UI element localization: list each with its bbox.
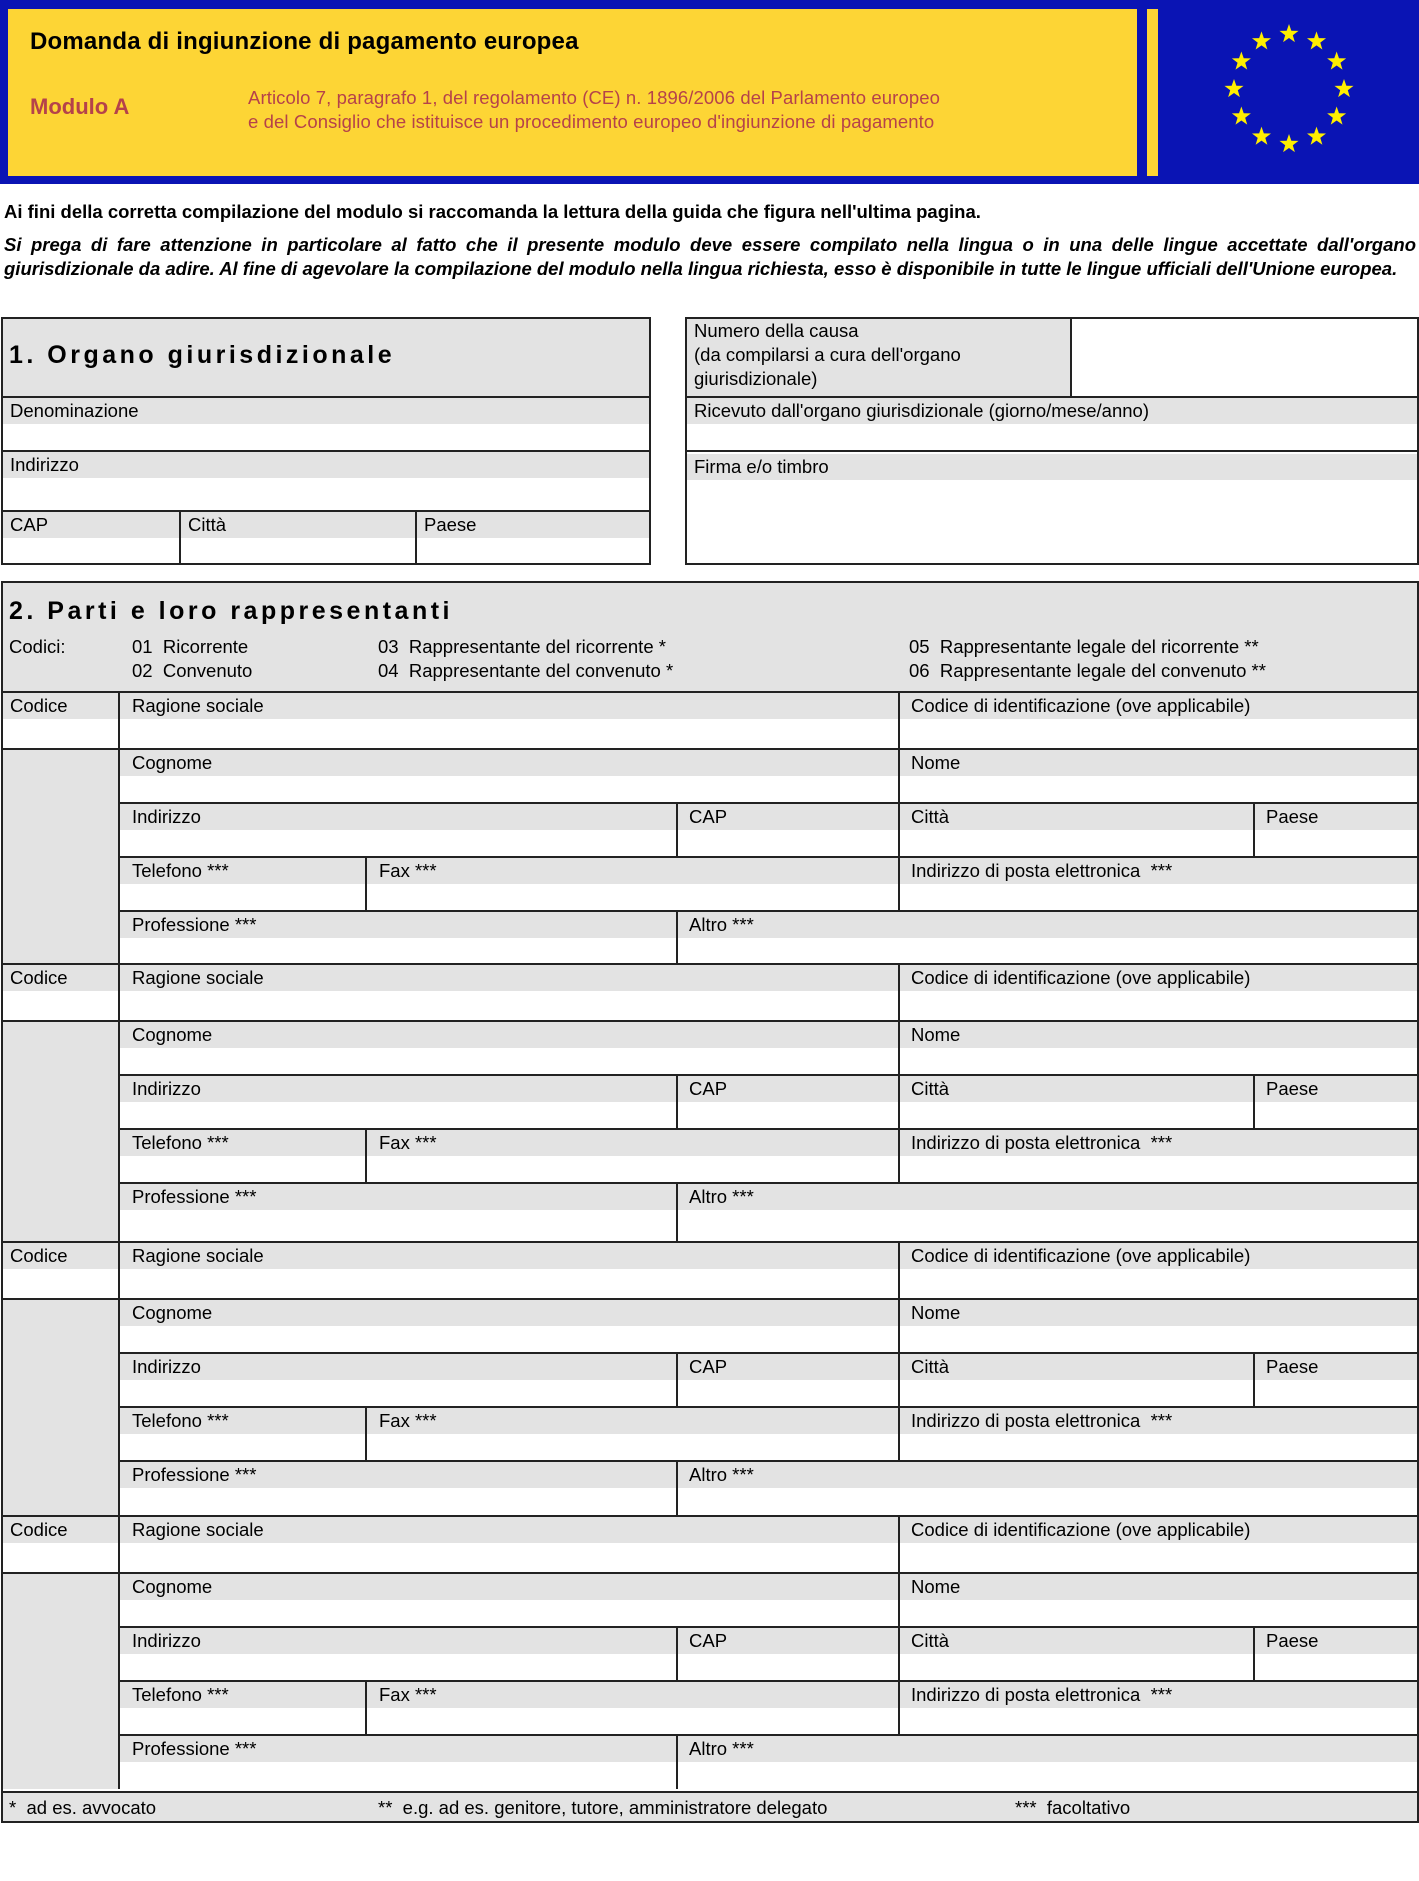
party-firstname-field[interactable] — [900, 1049, 1417, 1074]
party-other-cell — [678, 912, 1417, 963]
party-country-field[interactable] — [1255, 1655, 1417, 1680]
party-cap-cell — [678, 804, 898, 856]
party-id-code-field[interactable] — [900, 992, 1417, 1020]
party-profession-cell — [120, 1736, 676, 1789]
party-code-spacer — [3, 1574, 118, 1789]
party-country-field[interactable] — [1255, 831, 1417, 856]
form-title: Domanda di ingiunzione di pagamento europea — [30, 28, 579, 55]
party-address-field[interactable] — [120, 1655, 676, 1680]
party-email-label: Indirizzo di posta elettronica *** — [900, 1682, 1417, 1708]
code-03: 03 Rappresentante del ricorrente * — [378, 636, 666, 657]
party-code-label: Codice — [3, 1517, 118, 1543]
party-id-code-cell — [900, 693, 1417, 748]
signature-cell — [687, 452, 1417, 563]
header-stripe — [1147, 9, 1158, 176]
party-phone-label: Telefono *** — [120, 858, 365, 884]
party-phone-field[interactable] — [120, 1435, 365, 1460]
party-firstname-cell — [900, 1022, 1417, 1074]
party-profession-cell — [120, 1462, 676, 1515]
party-cap-field[interactable] — [678, 1381, 898, 1406]
party-phone-cell — [120, 1130, 365, 1182]
party-firstname-label: Nome — [900, 1022, 1417, 1048]
court-country-label: Paese — [417, 512, 649, 538]
party-country-label: Paese — [1255, 1076, 1417, 1102]
party-phone-field[interactable] — [120, 1709, 365, 1734]
court-cap-cell — [3, 512, 179, 563]
party-city-field[interactable] — [900, 1381, 1253, 1406]
party-block-4 — [3, 1517, 1417, 1789]
party-other-field[interactable] — [678, 939, 1417, 963]
party-code-cell — [3, 693, 118, 748]
party-firstname-cell — [900, 750, 1417, 802]
party-id-code-cell — [900, 1243, 1417, 1298]
party-fax-field[interactable] — [367, 1709, 898, 1734]
party-fax-field[interactable] — [367, 1157, 898, 1182]
court-address-field[interactable] — [3, 479, 649, 510]
legal-reference-line-1: Articolo 7, paragrafo 1, del regolamento (CE) n. 1896/2006 del Parlamento europeo — [248, 87, 940, 108]
signature-field[interactable] — [687, 481, 1417, 563]
party-surname-cell — [120, 1574, 898, 1626]
party-firstname-label: Nome — [900, 1574, 1417, 1600]
party-company-field[interactable] — [120, 1270, 898, 1298]
party-email-field[interactable] — [900, 1709, 1417, 1734]
party-profession-field[interactable] — [120, 1489, 676, 1515]
party-surname-cell — [120, 1300, 898, 1352]
footnote-1: * ad es. avvocato — [9, 1797, 157, 1818]
party-company-cell — [120, 693, 898, 748]
footnote-2: ** e.g. ad es. genitore, tutore, amministratore delegato — [378, 1797, 828, 1818]
party-fax-cell — [367, 1408, 898, 1460]
party-city-field[interactable] — [900, 831, 1253, 856]
party-phone-cell — [120, 1408, 365, 1460]
party-code-field[interactable] — [3, 992, 118, 1020]
party-cap-field[interactable] — [678, 1103, 898, 1128]
party-company-field[interactable] — [120, 720, 898, 748]
party-surname-field[interactable] — [120, 777, 898, 802]
party-firstname-label: Nome — [900, 750, 1417, 776]
party-surname-field[interactable] — [120, 1049, 898, 1074]
party-code-field[interactable] — [3, 720, 118, 748]
party-company-cell — [120, 965, 898, 1020]
section-parties-header — [3, 583, 1417, 691]
party-address-label: Indirizzo — [120, 1628, 676, 1654]
party-email-cell — [900, 858, 1417, 910]
party-address-label: Indirizzo — [120, 1354, 676, 1380]
party-code-field[interactable] — [3, 1270, 118, 1298]
party-code-label: Codice — [3, 965, 118, 991]
party-firstname-field[interactable] — [900, 1601, 1417, 1626]
party-address-label: Indirizzo — [120, 804, 676, 830]
case-number-field[interactable] — [1072, 319, 1417, 396]
party-city-cell — [900, 1628, 1253, 1680]
party-address-field[interactable] — [120, 1103, 676, 1128]
party-fax-label: Fax *** — [367, 1408, 898, 1434]
party-email-cell — [900, 1682, 1417, 1734]
party-email-field[interactable] — [900, 885, 1417, 910]
party-profession-field[interactable] — [120, 1763, 676, 1789]
party-country-cell — [1255, 1628, 1417, 1680]
party-block-2 — [3, 965, 1417, 1241]
party-phone-field[interactable] — [120, 885, 365, 910]
party-id-code-label: Codice di identificazione (ove applicabile) — [900, 1243, 1417, 1269]
code-06: 06 Rappresentante legale del convenuto ** — [909, 660, 1266, 681]
party-country-cell — [1255, 1354, 1417, 1406]
party-firstname-label: Nome — [900, 1300, 1417, 1326]
party-city-label: Città — [900, 1076, 1253, 1102]
code-04: 04 Rappresentante del convenuto * — [378, 660, 674, 681]
case-number-label-line-1: Numero della causa — [694, 320, 859, 341]
party-surname-field[interactable] — [120, 1327, 898, 1352]
party-firstname-field[interactable] — [900, 777, 1417, 802]
party-email-label: Indirizzo di posta elettronica *** — [900, 858, 1417, 884]
party-phone-label: Telefono *** — [120, 1130, 365, 1156]
party-surname-label: Cognome — [120, 1300, 898, 1326]
case-number-label-cell — [687, 319, 1070, 396]
court-city-label: Città — [181, 512, 415, 538]
court-use-box — [685, 317, 1419, 565]
party-cap-field[interactable] — [678, 1655, 898, 1680]
party-id-code-field[interactable] — [900, 720, 1417, 748]
party-id-code-field[interactable] — [900, 1270, 1417, 1298]
party-phone-field[interactable] — [120, 1157, 365, 1182]
party-fax-cell — [367, 1682, 898, 1734]
intro-language-note: Si prega di fare attenzione in particolare al fatto che il presente modulo deve essere compilato nella lingua o in una delle lingue accettate dall'organo giurisdizionale da adire. Al fine di agevolare la compilazione del modulo nella lingua richiesta, esso è disponibile in tutte le lingue ufficiali dell'Unione europea. — [4, 234, 1416, 279]
codes-legend-col-1 — [132, 635, 252, 683]
party-email-label: Indirizzo di posta elettronica *** — [900, 1408, 1417, 1434]
party-id-code-label: Codice di identificazione (ove applicabile) — [900, 1517, 1417, 1543]
party-profession-cell — [120, 912, 676, 963]
party-firstname-cell — [900, 1300, 1417, 1352]
party-profession-label: Professione *** — [120, 912, 676, 938]
party-country-label: Paese — [1255, 804, 1417, 830]
party-city-label: Città — [900, 1354, 1253, 1380]
court-city-cell — [181, 512, 415, 563]
party-address-field[interactable] — [120, 1381, 676, 1406]
party-other-field[interactable] — [678, 1211, 1417, 1241]
party-id-code-label: Codice di identificazione (ove applicabile) — [900, 693, 1417, 719]
footnotes-row — [3, 1793, 1417, 1821]
party-email-cell — [900, 1408, 1417, 1460]
party-country-cell — [1255, 804, 1417, 856]
code-01: 01 Ricorrente — [132, 636, 249, 657]
party-surname-label: Cognome — [120, 1574, 898, 1600]
party-phone-label: Telefono *** — [120, 1408, 365, 1434]
party-surname-label: Cognome — [120, 1022, 898, 1048]
party-other-label: Altro *** — [678, 1462, 1417, 1488]
code-02: 02 Convenuto — [132, 660, 253, 681]
party-code-label: Codice — [3, 693, 118, 719]
court-name-field[interactable] — [3, 425, 649, 450]
party-firstname-field[interactable] — [900, 1327, 1417, 1352]
party-code-spacer — [3, 750, 118, 963]
party-surname-label: Cognome — [120, 750, 898, 776]
party-country-field[interactable] — [1255, 1103, 1417, 1128]
footnote-3: *** facoltativo — [1015, 1797, 1131, 1818]
party-city-cell — [900, 804, 1253, 856]
eu-flag-icon — [1159, 9, 1419, 176]
party-city-cell — [900, 1076, 1253, 1128]
case-number-label-line-2: (da compilarsi a cura dell'organo — [694, 344, 961, 365]
received-date-cell — [687, 398, 1417, 450]
party-id-code-field[interactable] — [900, 1544, 1417, 1572]
party-other-label: Altro *** — [678, 1736, 1417, 1762]
party-email-field[interactable] — [900, 1435, 1417, 1460]
court-cap-field[interactable] — [3, 539, 179, 563]
party-cap-cell — [678, 1354, 898, 1406]
section-parties — [1, 581, 1419, 1823]
party-surname-cell — [120, 750, 898, 802]
intro-instruction: Ai fini della corretta compilazione del modulo si raccomanda la lettura della guida che figura nell'ultima pagina. — [4, 201, 981, 222]
court-cap-label: CAP — [3, 512, 179, 538]
party-fax-cell — [367, 858, 898, 910]
section-court-title: 1. Organo giurisdizionale — [9, 341, 396, 369]
party-email-field[interactable] — [900, 1157, 1417, 1182]
party-country-cell — [1255, 1076, 1417, 1128]
party-cap-field[interactable] — [678, 831, 898, 856]
party-id-code-label: Codice di identificazione (ove applicabile) — [900, 965, 1417, 991]
court-country-cell — [417, 512, 649, 563]
party-other-cell — [678, 1462, 1417, 1515]
party-fax-field[interactable] — [367, 1435, 898, 1460]
codes-label: Codici: — [9, 636, 66, 657]
party-email-label: Indirizzo di posta elettronica *** — [900, 1130, 1417, 1156]
party-company-label: Ragione sociale — [120, 1243, 898, 1269]
received-date-field[interactable] — [687, 425, 1417, 450]
party-country-label: Paese — [1255, 1354, 1417, 1380]
party-firstname-cell — [900, 1574, 1417, 1626]
party-company-cell — [120, 1517, 898, 1572]
party-company-label: Ragione sociale — [120, 965, 898, 991]
legal-reference — [248, 86, 940, 134]
party-other-cell — [678, 1184, 1417, 1241]
party-phone-label: Telefono *** — [120, 1682, 365, 1708]
party-other-field[interactable] — [678, 1489, 1417, 1515]
party-address-cell — [120, 1076, 676, 1128]
section-court — [1, 317, 651, 565]
party-code-spacer — [3, 1022, 118, 1241]
party-fax-field[interactable] — [367, 885, 898, 910]
court-name-cell — [3, 398, 649, 450]
party-code-cell — [3, 1243, 118, 1298]
party-city-cell — [900, 1354, 1253, 1406]
party-phone-cell — [120, 1682, 365, 1734]
party-address-cell — [120, 1354, 676, 1406]
party-profession-field[interactable] — [120, 939, 676, 963]
party-code-label: Codice — [3, 1243, 118, 1269]
party-city-field[interactable] — [900, 1655, 1253, 1680]
codes-legend-col-3 — [909, 635, 1266, 683]
party-fax-cell — [367, 1130, 898, 1182]
party-code-cell — [3, 1517, 118, 1572]
party-address-cell — [120, 1628, 676, 1680]
court-country-field[interactable] — [417, 539, 649, 563]
party-profession-label: Professione *** — [120, 1184, 676, 1210]
party-profession-label: Professione *** — [120, 1736, 676, 1762]
party-cap-label: CAP — [678, 1354, 898, 1380]
party-company-label: Ragione sociale — [120, 1517, 898, 1543]
party-cap-cell — [678, 1076, 898, 1128]
party-email-cell — [900, 1130, 1417, 1182]
code-05: 05 Rappresentante legale del ricorrente ** — [909, 636, 1259, 657]
party-cap-label: CAP — [678, 804, 898, 830]
court-address-label: Indirizzo — [3, 452, 649, 478]
party-company-cell — [120, 1243, 898, 1298]
party-id-code-cell — [900, 965, 1417, 1020]
court-city-field[interactable] — [181, 539, 415, 563]
party-company-field[interactable] — [120, 992, 898, 1020]
party-company-label: Ragione sociale — [120, 693, 898, 719]
party-country-field[interactable] — [1255, 1381, 1417, 1406]
party-city-label: Città — [900, 1628, 1253, 1654]
party-profession-field[interactable] — [120, 1211, 676, 1241]
signature-label: Firma e/o timbro — [687, 454, 1417, 480]
party-code-spacer — [3, 1300, 118, 1515]
party-surname-cell — [120, 1022, 898, 1074]
section-court-header — [3, 319, 649, 396]
party-cap-label: CAP — [678, 1628, 898, 1654]
party-phone-cell — [120, 858, 365, 910]
party-other-cell — [678, 1736, 1417, 1789]
form-label: Modulo A — [30, 94, 130, 119]
party-fax-label: Fax *** — [367, 1130, 898, 1156]
party-code-field[interactable] — [3, 1544, 118, 1572]
party-other-field[interactable] — [678, 1763, 1417, 1789]
party-other-label: Altro *** — [678, 1184, 1417, 1210]
party-block-3 — [3, 1243, 1417, 1515]
codes-legend-col-2 — [378, 635, 673, 683]
party-other-label: Altro *** — [678, 912, 1417, 938]
party-profession-cell — [120, 1184, 676, 1241]
party-country-label: Paese — [1255, 1628, 1417, 1654]
party-address-label: Indirizzo — [120, 1076, 676, 1102]
party-block-1 — [3, 693, 1417, 963]
party-code-cell — [3, 965, 118, 1020]
party-cap-label: CAP — [678, 1076, 898, 1102]
party-fax-label: Fax *** — [367, 858, 898, 884]
party-address-field[interactable] — [120, 831, 676, 856]
court-address-cell — [3, 452, 649, 510]
received-date-label: Ricevuto dall'organo giurisdizionale (giorno/mese/anno) — [687, 398, 1417, 424]
party-city-field[interactable] — [900, 1103, 1253, 1128]
party-cap-cell — [678, 1628, 898, 1680]
party-fax-label: Fax *** — [367, 1682, 898, 1708]
court-name-label: Denominazione — [3, 398, 649, 424]
party-city-label: Città — [900, 804, 1253, 830]
party-address-cell — [120, 804, 676, 856]
party-surname-field[interactable] — [120, 1601, 898, 1626]
section-parties-title: 2. Parti e loro rappresentanti — [9, 597, 453, 625]
party-company-field[interactable] — [120, 1544, 898, 1572]
case-number-label-line-3: giurisdizionale) — [694, 368, 818, 389]
party-id-code-cell — [900, 1517, 1417, 1572]
party-profession-label: Professione *** — [120, 1462, 676, 1488]
legal-reference-line-2: e del Consiglio che istituisce un procedimento europeo d'ingiunzione di pagamento — [248, 111, 935, 132]
